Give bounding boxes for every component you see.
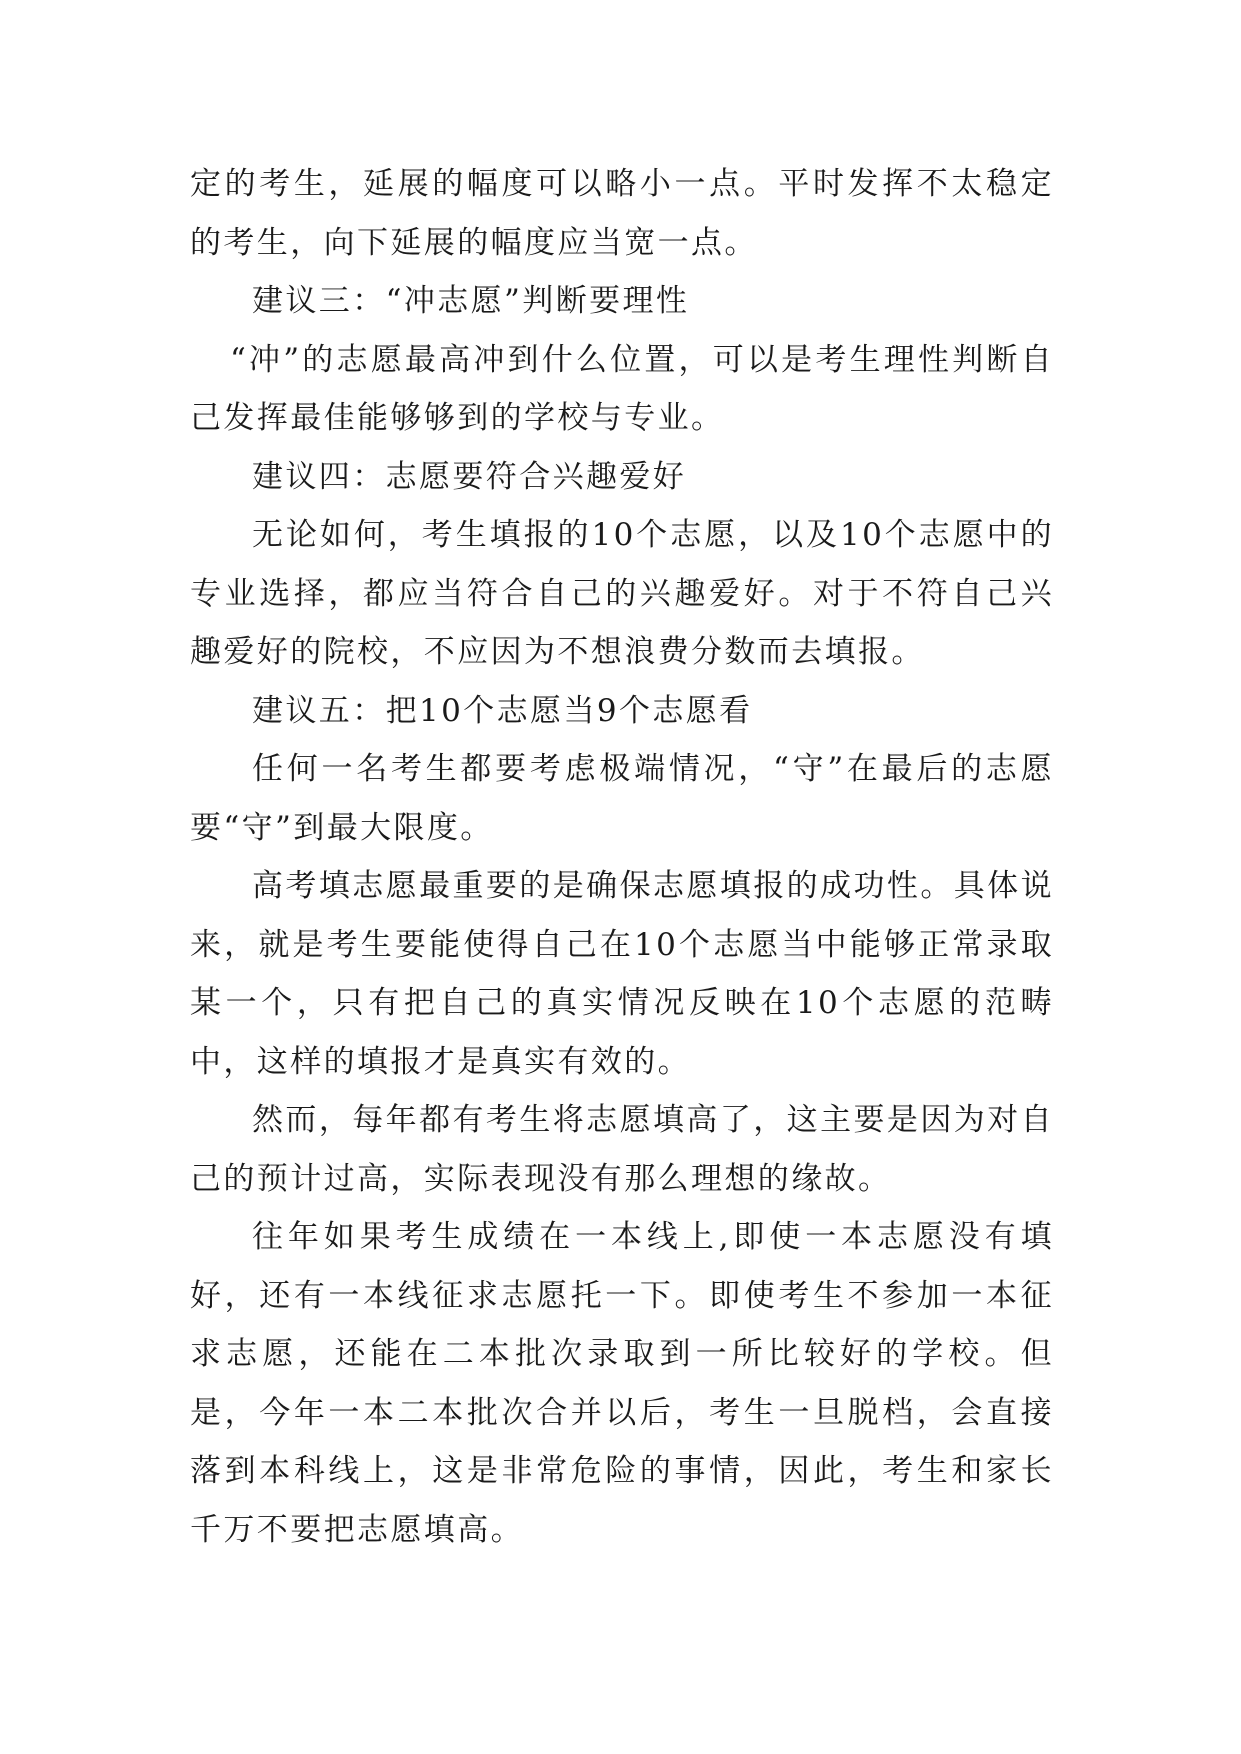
paragraph-continuation: 定的考生，延展的幅度可以略小一点。平时发挥不太稳定的考生，向下延展的幅度应当宽一点。 bbox=[190, 166, 1054, 261]
document-body bbox=[190, 155, 1054, 1559]
paragraph-too-high: 然而，每年都有考生将志愿填高了，这主要是因为对自己的预计过高，实际表现没有那么理想的缘故。 bbox=[190, 1102, 1054, 1197]
paragraph-merge: 往年如果考生成绩在一本线上,即使一本志愿没有填好，还有一本线征求志愿托一下。即使考生不参加一本征求志愿，还能在二本批次录取到一所比较好的学校。但是，今年一本二本批次合并以后，考生一旦脱档，会直接落到本科线上，这是非常危险的事情，因此，考生和家长千万不要把志愿填高。 bbox=[190, 1219, 1054, 1548]
paragraph-extreme: 任何一名考生都要考虑极端情况，“守”在最后的志愿要“守”到最大限度。 bbox=[190, 751, 1054, 846]
heading-suggestion-five: 建议五：把10个志愿当9个志愿看 bbox=[252, 692, 753, 729]
heading-suggestion-four: 建议四：志愿要符合兴趣爱好 bbox=[252, 458, 687, 495]
paragraph-chong: “冲”的志愿最高冲到什么位置，可以是考生理性判断自己发挥最佳能够够到的学校与专业。 bbox=[190, 341, 1054, 436]
paragraph-success: 高考填志愿最重要的是确保志愿填报的成功性。具体说来，就是考生要能使得自己在10个志愿当中能够正常录取某一个，只有把自己的真实情况反映在10个志愿的范畴中，这样的填报才是真实有效的。 bbox=[190, 868, 1054, 1080]
paragraph-interest: 无论如何，考生填报的10个志愿，以及10个志愿中的专业选择，都应当符合自己的兴趣爱好。对于不符自己兴趣爱好的院校，不应因为不想浪费分数而去填报。 bbox=[190, 517, 1054, 670]
heading-suggestion-three: 建议三：“冲志愿”判断要理性 bbox=[252, 283, 690, 319]
